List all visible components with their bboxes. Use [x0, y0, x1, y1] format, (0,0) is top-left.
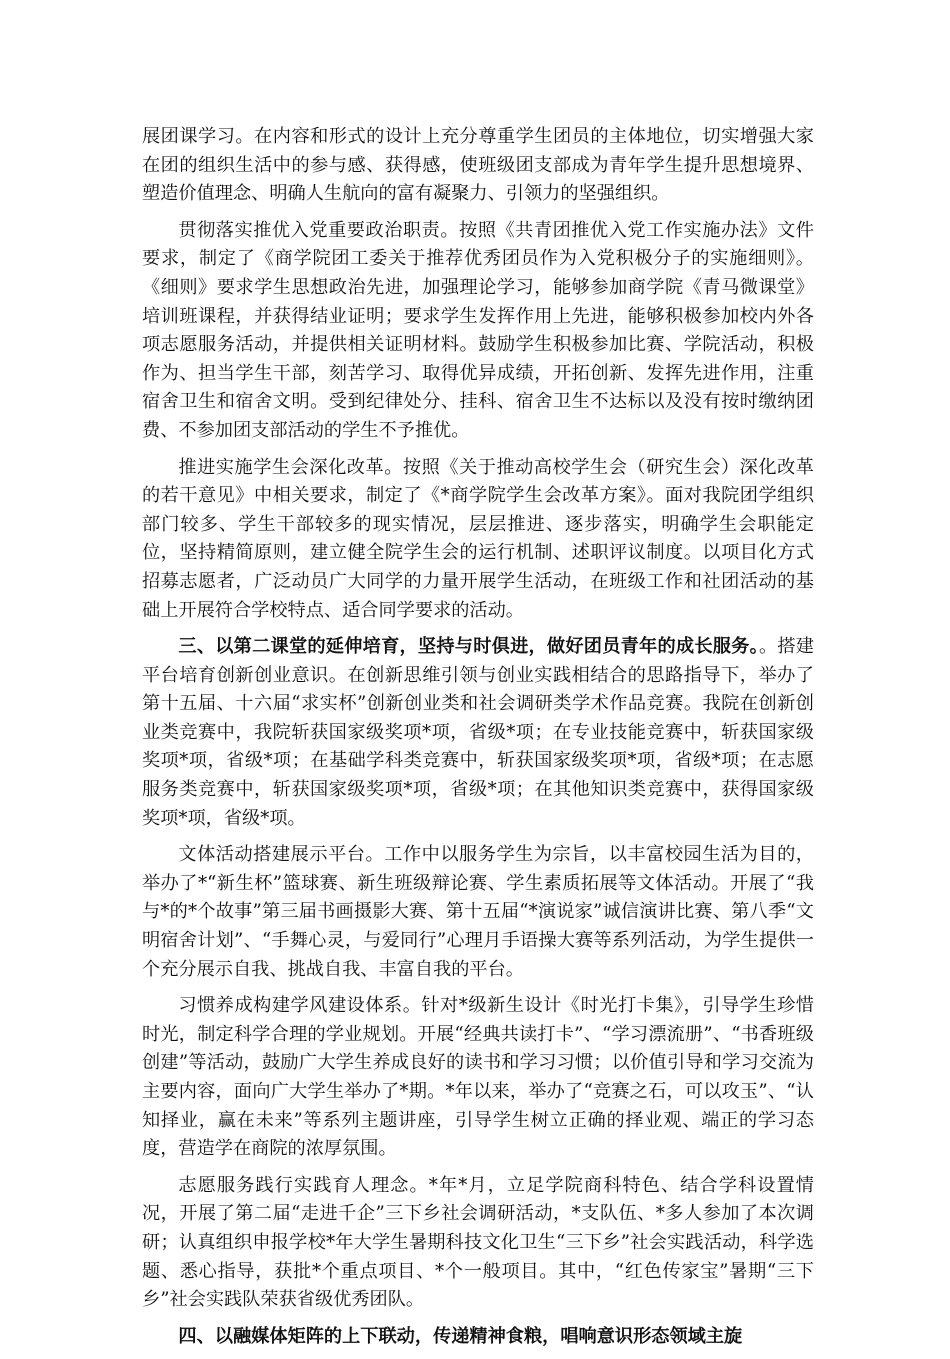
paragraph-study-habits: [142, 992, 814, 1164]
paragraph-team-study: [142, 123, 814, 209]
paragraph-text: 志愿服务践行实践育人理念。*年*月，立足学院商科特色、结合学科设置情况，开展了第二届“走进千企”三下乡社会调研活动，*支队伍、*多人参加了本次调研；认真组织申报学校*年大学生暑期科技文化卫生“三下乡”社会实践活动，科学选题、悉心指导，获批*个重点项目、*个一般项目。其中，“红色传家宝”暑期“三下乡”社会实践队荣获省级优秀团队。: [142, 1174, 814, 1311]
paragraph-text: 推进实施学生会深化改革。按照《关于推动高校学生会（研究生会）深化改革的若干意见》中相关要求，制定了《*商学院学生会改革方案》。面对我院团学组织部门较多、学生干部较多的现实情况，层层推进、逐步落实，明确学生会职能定位，坚持精简原则，建立健全院学生会的运行机制、述职评议制度。以项目化方式招募志愿者，广泛动员广大同学的力量开展学生活动，在班级工作和社团活动的基础上开展符合学校特点、适合同学要求的活动。: [142, 456, 814, 621]
paragraph-text: 习惯养成构建学风建设体系。针对*级新生设计《时光打卡集》，引导学生珍惜时光，制定科学合理的学业规划。开展“经典共读打卡”、“学习漂流册”、“书香班级创建”等活动，鼓励广大学生养成良好的读书和学习习惯；以价值引导和学习交流为主要内容，面向广大学生举办了*期。*年以来，举办了“竞赛之石，可以攻玉”、“认知择业，赢在未来”等系列主题讲座，引导学生树立正确的择业观、端正的学习态度，营造学在商院的浓厚氛围。: [142, 995, 814, 1160]
document-page: [142, 123, 814, 1359]
paragraph-cultural-sports: [142, 841, 814, 984]
section-heading-three: 三、以第二课堂的延伸培育，坚持与时俱进，做好团员青年的成长服务。: [178, 636, 759, 658]
paragraph-student-union-reform: [142, 454, 814, 626]
section-heading-four: 四、以融媒体矩阵的上下联动，传递精神食粮，唱响意识形态领域主旋: [178, 1325, 743, 1347]
paragraph-party-recommendation: [142, 217, 814, 446]
paragraph-media-matrix: [142, 1323, 814, 1352]
paragraph-text: 贯彻落实推优入党重要政治职责。按照《共青团推优入党工作实施办法》文件要求，制定了《商学院团工委关于推荐优秀团员作为入党积极分子的实施细则》。《细则》要求学生思想政治先进，加强理论学习，能够参加商学院《青马微课堂》培训班课程，并获得结业证明；要求学生发挥作用上先进，能够积极参加校内外各项志愿服务活动，并提供相关证明材料。鼓励学生积极参加比赛、学院活动，积极作为、担当学生干部，刻苦学习、取得优异成绩，开拓创新、发挥先进作用，注重宿舍卫生和宿舍文明。受到纪律处分、挂科、宿舍卫生不达标以及没有按时缴纳团费、不参加团支部活动的学生不予推优。: [142, 219, 814, 441]
paragraph-text: 。搭建平台培育创新创业意识。在创新思维引领与创业实践相结合的思路指导下，举办了第十五届、十六届“求实杯”创新创业类和社会调研类学术作品竞赛。我院在创新创业类竞赛中，我院斩获国家级奖项*项，省级*项；在专业技能竞赛中，斩获国家级奖项*项，省级*项；在基础学科类竞赛中，斩获国家级奖项*项，省级*项；在志愿服务类竞赛中，斩获国家级奖项*项，省级*项；在其他知识类竞赛中，获得国家级奖项*项，省级*项。: [142, 636, 814, 829]
paragraph-text: 展团课学习。在内容和形式的设计上充分尊重学生团员的主体地位，切实增强大家在团的组织生活中的参与感、获得感，使班级团支部成为青年学生提升思想境界、塑造价值理念、明确人生航向的富有凝聚力、引领力的坚强组织。: [142, 126, 814, 205]
paragraph-volunteer-service: [142, 1172, 814, 1315]
paragraph-text: 文体活动搭建展示平台。工作中以服务学生为宗旨，以丰富校园生活为目的，举办了*“新生杯”篮球赛、新生班级辩论赛、学生素质拓展等文体活动。开展了“我与*的*个故事”第三届书画摄影大赛、第十五届“*演说家”诚信演讲比赛、第八季“文明宿舍计划”、“手舞心灵，与爱同行”心理月手语操大赛等系列活动，为学生提供一个充分展示自我、挑战自我、丰富自我的平台。: [142, 844, 814, 980]
paragraph-second-classroom: [142, 633, 814, 833]
